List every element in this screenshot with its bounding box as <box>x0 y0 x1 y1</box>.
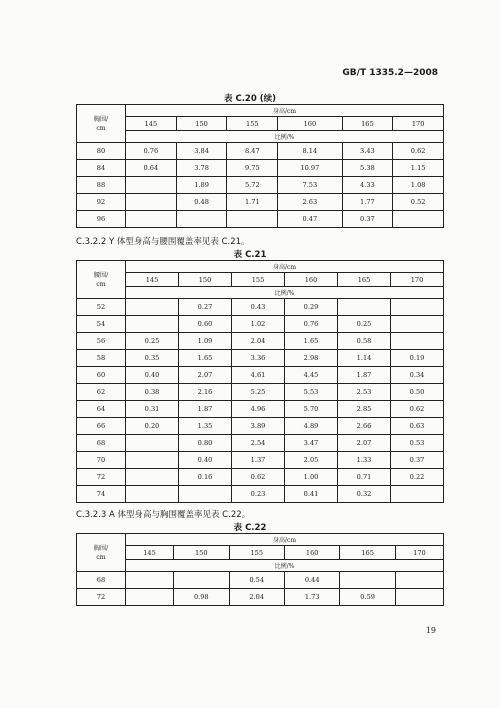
table-cell <box>126 452 179 469</box>
table-cell <box>126 194 177 211</box>
table-cell <box>126 435 179 452</box>
table-cell: 0.62 <box>391 401 444 418</box>
row-label: 92 <box>77 194 126 211</box>
table-cell: 2.16 <box>179 384 232 401</box>
table-row <box>77 194 444 211</box>
table-row <box>77 452 444 469</box>
row-label: 84 <box>77 160 126 177</box>
table-cell: 5.53 <box>285 384 338 401</box>
row-label: 64 <box>77 401 126 418</box>
table-cell: 0.37 <box>391 452 444 469</box>
standard-number: GB/T 1335.2—2008 <box>342 68 438 78</box>
table-cell: 1.15 <box>393 160 444 177</box>
table-cell: 1.71 <box>227 194 278 211</box>
table-cell <box>126 299 179 316</box>
table-cell: 3.47 <box>285 435 338 452</box>
table-cell: 1.00 <box>285 469 338 486</box>
table-cell <box>395 589 443 606</box>
row-label: 88 <box>77 177 126 194</box>
column-header: 160 <box>284 546 339 560</box>
table-cell: 1.37 <box>232 452 285 469</box>
row-label: 58 <box>77 350 126 367</box>
column-header: 150 <box>174 546 229 560</box>
row-label: 52 <box>77 299 126 316</box>
table-cell: 0.25 <box>338 316 391 333</box>
table-cell: 2.04 <box>232 333 285 350</box>
table-cell: 5.70 <box>285 401 338 418</box>
table-cell <box>391 299 444 316</box>
table-cell: 0.38 <box>126 384 179 401</box>
table-cell <box>126 486 179 503</box>
unit-header: 比例/% <box>126 560 444 572</box>
table-row <box>77 211 444 228</box>
table-row <box>77 160 444 177</box>
table-cell: 0.41 <box>285 486 338 503</box>
table-cell <box>176 211 227 228</box>
row-header-label: 腰围/ cm <box>77 261 126 299</box>
table-cell <box>126 316 179 333</box>
table-cell <box>227 211 278 228</box>
section-paragraph: C.3.2.2 Y 体型身高与腰围覆盖率见表 C.21。 <box>76 237 250 247</box>
data-table <box>76 104 444 228</box>
table-cell: 2.05 <box>285 452 338 469</box>
table-cell: 7.53 <box>278 177 342 194</box>
table-cell: 1.02 <box>232 316 285 333</box>
table-cell: 0.37 <box>342 211 393 228</box>
table-row <box>77 177 444 194</box>
table-cell: 0.40 <box>126 367 179 384</box>
table-cell: 0.76 <box>126 143 177 160</box>
table-row <box>77 333 444 350</box>
table-cell: 1.65 <box>285 333 338 350</box>
table-cell: 0.71 <box>338 469 391 486</box>
table-cell <box>174 572 229 589</box>
table-cell: 0.80 <box>179 435 232 452</box>
table-cell <box>391 333 444 350</box>
table-cell <box>126 589 174 606</box>
column-header: 155 <box>229 546 284 560</box>
data-table <box>76 533 444 606</box>
table-cell: 0.76 <box>285 316 338 333</box>
table-cell <box>126 177 177 194</box>
table-cell: 0.62 <box>232 469 285 486</box>
table-cell: 0.63 <box>391 418 444 435</box>
table-cell: 2.63 <box>278 194 342 211</box>
table-cell: 0.29 <box>285 299 338 316</box>
table-cell: 1.73 <box>284 589 339 606</box>
table-cell: 0.22 <box>391 469 444 486</box>
column-header: 150 <box>176 117 227 131</box>
table-cell: 4.61 <box>232 367 285 384</box>
table-cell: 2.85 <box>338 401 391 418</box>
table-cell: 0.43 <box>232 299 285 316</box>
table-caption: 表 C.21 <box>233 250 267 260</box>
table-row <box>77 384 444 401</box>
column-header: 170 <box>395 546 443 560</box>
data-table <box>76 260 444 503</box>
column-header: 145 <box>126 546 174 560</box>
table-cell: 8.14 <box>278 143 342 160</box>
table-cell: 0.32 <box>338 486 391 503</box>
column-header: 145 <box>126 117 177 131</box>
table-cell: 2.07 <box>338 435 391 452</box>
table-cell: 0.59 <box>340 589 395 606</box>
table-cell <box>393 211 444 228</box>
table-cell: 1.89 <box>176 177 227 194</box>
row-label: 72 <box>77 589 126 606</box>
table-cell: 2.04 <box>229 589 284 606</box>
table-cell: 0.62 <box>393 143 444 160</box>
table-cell: 0.40 <box>179 452 232 469</box>
table-cell <box>179 486 232 503</box>
table-cell: 1.08 <box>393 177 444 194</box>
table-cell: 0.58 <box>338 333 391 350</box>
row-label: 56 <box>77 333 126 350</box>
table-row <box>77 418 444 435</box>
row-label: 54 <box>77 316 126 333</box>
table-cell: 4.89 <box>285 418 338 435</box>
table-cell: 2.66 <box>338 418 391 435</box>
table-row <box>77 143 444 160</box>
table-cell: 0.60 <box>179 316 232 333</box>
table-cell: 4.45 <box>285 367 338 384</box>
table-cell: 1.35 <box>179 418 232 435</box>
table-cell: 0.47 <box>278 211 342 228</box>
table-cell: 3.43 <box>342 143 393 160</box>
unit-header: 比例/% <box>126 287 444 299</box>
table-cell: 1.77 <box>342 194 393 211</box>
table-cell: 0.50 <box>391 384 444 401</box>
table-cell: 0.35 <box>126 350 179 367</box>
table-cell: 9.75 <box>227 160 278 177</box>
table-cell: 0.27 <box>179 299 232 316</box>
table-cell: 1.33 <box>338 452 391 469</box>
table-cell <box>126 572 174 589</box>
table-cell <box>395 572 443 589</box>
table-cell: 0.16 <box>179 469 232 486</box>
column-group-header: 身高/cm <box>126 105 444 117</box>
table-cell: 0.64 <box>126 160 177 177</box>
table-cell: 0.23 <box>232 486 285 503</box>
column-header: 160 <box>278 117 342 131</box>
table-cell <box>340 572 395 589</box>
table-row <box>77 486 444 503</box>
table-cell: 2.54 <box>232 435 285 452</box>
table-caption: 表 C.20 (续) <box>224 94 276 104</box>
table-cell <box>126 211 177 228</box>
row-label: 70 <box>77 452 126 469</box>
table-cell: 0.44 <box>284 572 339 589</box>
table-cell: 0.53 <box>391 435 444 452</box>
table-row <box>77 589 444 606</box>
row-label: 68 <box>77 572 126 589</box>
column-header: 155 <box>232 273 285 287</box>
table-cell: 1.87 <box>338 367 391 384</box>
table-cell: 0.54 <box>229 572 284 589</box>
row-label: 96 <box>77 211 126 228</box>
table-cell: 0.48 <box>176 194 227 211</box>
table-cell: 2.53 <box>338 384 391 401</box>
table-row <box>77 401 444 418</box>
table-cell: 0.31 <box>126 401 179 418</box>
table-cell: 5.25 <box>232 384 285 401</box>
row-label: 74 <box>77 486 126 503</box>
table-cell: 1.65 <box>179 350 232 367</box>
column-header: 165 <box>338 273 391 287</box>
table-cell: 8.47 <box>227 143 278 160</box>
column-header: 170 <box>391 273 444 287</box>
table-cell: 0.52 <box>393 194 444 211</box>
table-row <box>77 435 444 452</box>
table-cell: 5.72 <box>227 177 278 194</box>
table-cell: 3.84 <box>176 143 227 160</box>
row-header-label: 胸围/ cm <box>77 534 126 572</box>
table-cell: 4.33 <box>342 177 393 194</box>
table-row <box>77 367 444 384</box>
table-cell: 0.25 <box>126 333 179 350</box>
column-header: 165 <box>340 546 395 560</box>
table-cell: 0.98 <box>174 589 229 606</box>
table-cell <box>338 299 391 316</box>
column-header: 170 <box>393 117 444 131</box>
table-cell: 3.36 <box>232 350 285 367</box>
unit-header: 比例/% <box>126 131 444 143</box>
table-cell: 1.87 <box>179 401 232 418</box>
row-header-label: 胸围/ cm <box>77 105 126 143</box>
table-row <box>77 572 444 589</box>
column-header: 165 <box>342 117 393 131</box>
table-cell: 3.78 <box>176 160 227 177</box>
table-cell <box>391 486 444 503</box>
column-header: 155 <box>227 117 278 131</box>
table-cell: 2.07 <box>179 367 232 384</box>
page-number: 19 <box>425 626 436 635</box>
table-cell: 4.96 <box>232 401 285 418</box>
row-label: 66 <box>77 418 126 435</box>
table-cell: 1.14 <box>338 350 391 367</box>
row-label: 72 <box>77 469 126 486</box>
table-row <box>77 350 444 367</box>
column-group-header: 身高/cm <box>126 534 444 546</box>
table-cell: 10.97 <box>278 160 342 177</box>
row-label: 80 <box>77 143 126 160</box>
column-header: 150 <box>179 273 232 287</box>
table-cell: 0.34 <box>391 367 444 384</box>
column-group-header: 身高/cm <box>126 261 444 273</box>
table-cell: 0.19 <box>391 350 444 367</box>
table-row <box>77 316 444 333</box>
column-header: 145 <box>126 273 179 287</box>
table-cell: 5.38 <box>342 160 393 177</box>
table-caption: 表 C.22 <box>233 523 267 533</box>
table-cell <box>391 316 444 333</box>
table-cell: 3.89 <box>232 418 285 435</box>
table-row <box>77 469 444 486</box>
table-cell <box>126 469 179 486</box>
row-label: 68 <box>77 435 126 452</box>
table-row <box>77 299 444 316</box>
table-cell: 1.09 <box>179 333 232 350</box>
column-header: 160 <box>285 273 338 287</box>
row-label: 60 <box>77 367 126 384</box>
row-label: 62 <box>77 384 126 401</box>
section-paragraph: C.3.2.3 A 体型身高与胸围覆盖率见表 C.22。 <box>76 510 251 520</box>
table-cell: 2.98 <box>285 350 338 367</box>
table-cell: 0.20 <box>126 418 179 435</box>
